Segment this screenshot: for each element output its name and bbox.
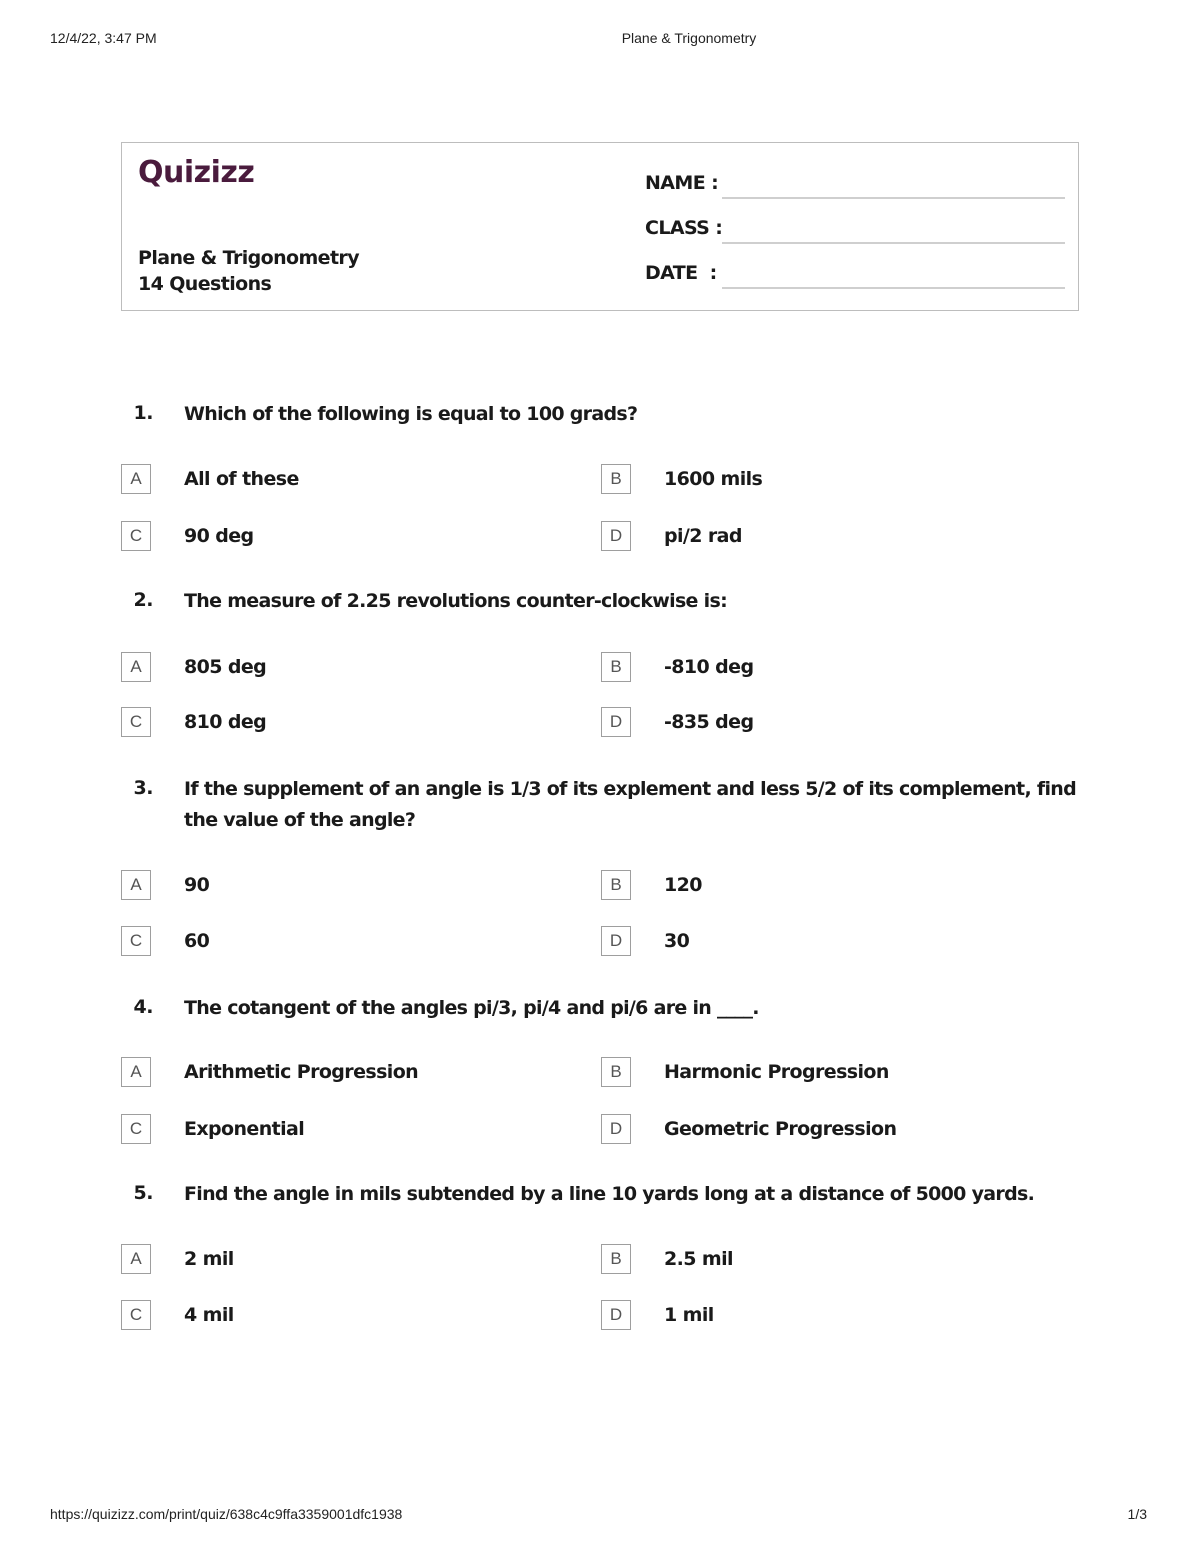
option-letter-box: B xyxy=(601,1244,631,1274)
question-number: 3. xyxy=(133,777,153,799)
option-text: pi/2 rad xyxy=(664,525,742,547)
option-letter-box: C xyxy=(121,521,151,551)
option-letter-box: D xyxy=(601,926,631,956)
class-label: CLASS : xyxy=(645,217,723,239)
question-number: 5. xyxy=(133,1182,153,1204)
option-letter-box: A xyxy=(121,870,151,900)
option-letter-box: C xyxy=(121,707,151,737)
option-text: 2.5 mil xyxy=(664,1248,733,1270)
option-text: Harmonic Progression xyxy=(664,1061,889,1083)
option-text: Exponential xyxy=(184,1118,305,1140)
class-line xyxy=(722,242,1065,244)
option-text: 810 deg xyxy=(184,711,267,733)
question-count: 14 Questions xyxy=(138,273,272,295)
option-letter-box: B xyxy=(601,652,631,682)
question-text: Find the angle in mils subtended by a line 10 yards long at a distance of 5000 yards. xyxy=(184,1183,1035,1205)
quizizz-logo: Quizizz xyxy=(138,155,255,190)
option-letter-box: D xyxy=(601,1114,631,1144)
option-text: Arithmetic Progression xyxy=(184,1061,419,1083)
option-letter-box: A xyxy=(121,1057,151,1087)
option-text: 120 xyxy=(664,874,702,896)
question-number: 4. xyxy=(133,996,153,1018)
option-text: 1 mil xyxy=(664,1304,714,1326)
question-text: The cotangent of the angles pi/3, pi/4 and pi/6 are in ____. xyxy=(184,997,759,1019)
option-letter-box: B xyxy=(601,464,631,494)
date-label: DATE : xyxy=(645,262,717,284)
print-datetime: 12/4/22, 3:47 PM xyxy=(50,30,157,46)
option-letter-box: B xyxy=(601,870,631,900)
option-letter-box: C xyxy=(121,1114,151,1144)
option-letter-box: D xyxy=(601,1300,631,1330)
option-letter-box: D xyxy=(601,707,631,737)
option-letter-box: A xyxy=(121,1244,151,1274)
question-text: Which of the following is equal to 100 grads? xyxy=(184,403,638,425)
date-field xyxy=(645,262,1065,292)
question-text: If the supplement of an angle is 1/3 of its explement and less 5/2 of its complement, find the value of the angle? xyxy=(184,778,1076,831)
option-letter-box: C xyxy=(121,1300,151,1330)
option-letter-box: A xyxy=(121,652,151,682)
name-label: NAME : xyxy=(645,172,719,194)
date-line xyxy=(722,287,1065,289)
option-text: 60 xyxy=(184,930,210,952)
option-text: Geometric Progression xyxy=(664,1118,897,1140)
option-text: -810 deg xyxy=(664,656,754,678)
name-field xyxy=(645,172,1065,202)
question-number: 2. xyxy=(133,589,153,611)
class-field xyxy=(645,217,1065,247)
option-text: 4 mil xyxy=(184,1304,234,1326)
quiz-header-box xyxy=(121,142,1079,311)
option-text: 90 xyxy=(184,874,210,896)
question-number: 1. xyxy=(133,402,153,424)
option-letter-box: D xyxy=(601,521,631,551)
option-text: 90 deg xyxy=(184,525,254,547)
question-text: The measure of 2.25 revolutions counter-clockwise is: xyxy=(184,590,727,612)
print-page-title: Plane & Trigonometry xyxy=(621,30,757,46)
name-line xyxy=(722,197,1065,199)
option-text: 805 deg xyxy=(184,656,267,678)
option-letter-box: A xyxy=(121,464,151,494)
option-text: 2 mil xyxy=(184,1248,234,1270)
option-text: 1600 mils xyxy=(664,468,763,490)
option-letter-box: B xyxy=(601,1057,631,1087)
print-url: https://quizizz.com/print/quiz/638c4c9ffa3359001dfc1938 xyxy=(50,1506,403,1522)
option-text: All of these xyxy=(184,468,299,490)
option-letter-box: C xyxy=(121,926,151,956)
option-text: -835 deg xyxy=(664,711,754,733)
quiz-title: Plane & Trigonometry xyxy=(138,247,359,269)
option-text: 30 xyxy=(664,930,690,952)
print-page-number: 1/3 xyxy=(1127,1506,1147,1522)
